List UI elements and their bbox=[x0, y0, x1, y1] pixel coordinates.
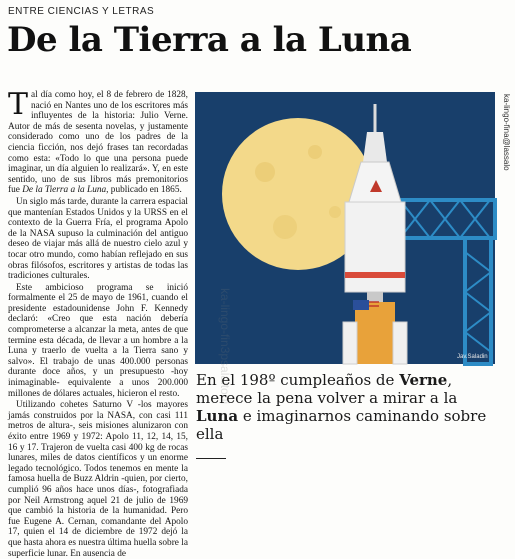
dropcap: T bbox=[8, 87, 29, 122]
moon-crater bbox=[308, 145, 322, 159]
illustration-art bbox=[195, 92, 495, 364]
paragraph-text: al día como hoy, el 8 de febrero de 1828, nació en Nantes uno de los escritores más influyentes de la historia: Julio Verne. Autor de más de sesenta novelas, y justamente considerado como uno de los padres de la ciencia ficción, nos dejó frases tan recordadas como esta: «Todo lo que una persona puede imaginar, un día alguien lo realizará». Y, en este sentido, uno de sus libros más premonitorios fue bbox=[8, 90, 188, 196]
article-paragraph: Utilizando cohetes Saturno V -los mayores jamás construidos por la NASA, con casi 111 metros de altura-, seis misiones alunizaron con éxito entre 1969 y 1972: Apolo 11, 12, 14, 15, 16 y 17. Trajeron de vuelta casi 400 kg de rocas lunares, miles de datos científicos y un enorme legado tecnológico. Todos tenemos en mente la famosa huella de Buzz Aldrin -quien, por cierto, cumplió 96 años hace unos días-, fotografiada por Neil Armstrong aquel 21 de julio de 1969 que cambió la historia de la humanidad. Pero fue Eugene A. Cernan, comandante del Apolo 17, quien el 14 de diciembre de 1972 dejó la que hasta ahora es nuestra última huella sobre la superficie lunar. En ausencia de bbox=[8, 400, 188, 559]
standfirst-text: e imaginarnos caminando sobre ella bbox=[196, 407, 487, 443]
section-label: ENTRE CIENCIAS Y LETRAS bbox=[8, 6, 155, 17]
headline: De la Tierra a la Luna bbox=[7, 20, 412, 60]
paragraph-text: , publicado en 1865. bbox=[106, 185, 182, 196]
standfirst-bold: Verne bbox=[399, 371, 448, 389]
moon-rocket-illustration bbox=[195, 92, 495, 364]
standfirst-text: , merece la pena volver a mirar a la bbox=[196, 371, 458, 407]
standfirst-text: En el 198º cumpleaños de bbox=[196, 371, 400, 389]
illustrator-credit: Jav.Saladin bbox=[457, 354, 488, 360]
article-body bbox=[8, 87, 188, 559]
moon-crater bbox=[273, 215, 297, 239]
photo-credit: ka-lingo-fina@lassalo bbox=[502, 94, 511, 171]
book-title: De la Tierra a la Luna bbox=[22, 185, 107, 196]
moon-crater bbox=[255, 162, 275, 182]
moon-crater bbox=[329, 206, 341, 218]
watermark: ka-lingo-fin3psalaitoni bbox=[218, 288, 232, 405]
article-paragraph: Este ambicioso programa se inició formalmente el 25 de mayo de 1961, cuando el presidente estadounidense John F. Kennedy declaró: «Creo que esta nación debería comprometerse a alcanzar la meta, antes de que termine esta década, de llevar a un hombre a la Luna y traerlo de vuelta a la Tierra sano y salvo». El trabajo de unas 400.000 personas durante doce años, y un presupuesto -hoy inimaginable- equivalente a unos 200.000 millones de dólares actuales, hicieron el resto. bbox=[8, 282, 188, 399]
standfirst-bold: Luna bbox=[196, 407, 239, 425]
article-paragraph bbox=[8, 87, 188, 196]
article-paragraph: Un siglo más tarde, durante la carrera espacial que mantenían Estados Unidos y la URSS en el contexto de la Guerra Fría, el programa Apolo de la NASA supuso la culminación del antiguo deseo de viajar más allá de nuestro cielo azul y tocar otro mundo, como habían reflejado en sus obras filósofos, escritores y artistas de todas las tradiciones culturales. bbox=[8, 196, 188, 282]
standfirst bbox=[196, 371, 496, 443]
divider bbox=[196, 458, 226, 459]
